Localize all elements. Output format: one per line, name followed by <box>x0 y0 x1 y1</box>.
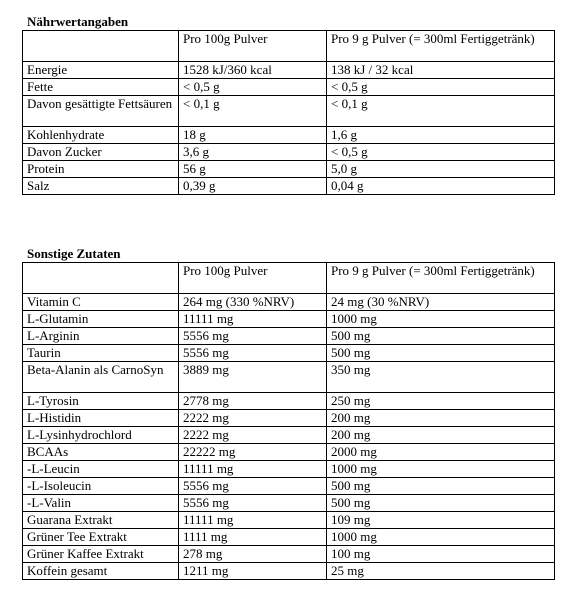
per-serving-cell: 500 mg <box>327 495 555 512</box>
label-cell: L-Glutamin <box>23 311 179 328</box>
table-row <box>23 178 555 195</box>
nutrition-table-body <box>23 31 555 195</box>
table-row <box>23 563 555 580</box>
table-row <box>23 512 555 529</box>
per-100g-cell: 3,6 g <box>179 144 327 161</box>
per-serving-cell: 1000 mg <box>327 529 555 546</box>
per-serving-cell: 200 mg <box>327 427 555 444</box>
label-cell: BCAAs <box>23 444 179 461</box>
label-cell: Koffein gesamt <box>23 563 179 580</box>
per-100g-cell: 2778 mg <box>179 393 327 410</box>
per-serving-cell: 100 mg <box>327 546 555 563</box>
table-row <box>23 328 555 345</box>
per-100g-cell: 5556 mg <box>179 495 327 512</box>
per-serving-cell: 25 mg <box>327 563 555 580</box>
per-100g-cell: 18 g <box>179 127 327 144</box>
per-100g-cell: 11111 mg <box>179 512 327 529</box>
table-row <box>23 427 555 444</box>
table-row <box>23 161 555 178</box>
table-row <box>23 444 555 461</box>
table-row <box>23 495 555 512</box>
per-100g-cell: < 0,1 g <box>179 96 327 127</box>
per-100g-cell: Pro 100g Pulver <box>179 263 327 294</box>
table-row <box>23 345 555 362</box>
per-serving-cell: Pro 9 g Pulver (= 300ml Fertiggetränk) <box>327 31 555 62</box>
label-cell: Davon gesättigte Fettsäuren <box>23 96 179 127</box>
per-100g-cell: 2222 mg <box>179 410 327 427</box>
per-100g-cell: 22222 mg <box>179 444 327 461</box>
per-serving-cell: 0,04 g <box>327 178 555 195</box>
per-serving-cell: 250 mg <box>327 393 555 410</box>
label-cell: L-Tyrosin <box>23 393 179 410</box>
ingredients-table <box>22 262 555 580</box>
label-cell: Grüner Tee Extrakt <box>23 529 179 546</box>
table-header-row <box>23 31 555 62</box>
table-row <box>23 461 555 478</box>
label-cell: L-Histidin <box>23 410 179 427</box>
table-header-row <box>23 263 555 294</box>
per-100g-cell: 1528 kJ/360 kcal <box>179 62 327 79</box>
table-row <box>23 79 555 96</box>
label-cell: Fette <box>23 79 179 96</box>
per-serving-cell: 109 mg <box>327 512 555 529</box>
per-serving-cell: < 0,1 g <box>327 96 555 127</box>
label-cell: Taurin <box>23 345 179 362</box>
per-serving-cell: 500 mg <box>327 328 555 345</box>
per-serving-cell: 1000 mg <box>327 461 555 478</box>
per-100g-cell: 5556 mg <box>179 345 327 362</box>
table-row <box>23 96 555 127</box>
per-serving-cell: 500 mg <box>327 345 555 362</box>
per-serving-cell: 138 kJ / 32 kcal <box>327 62 555 79</box>
nutrition-table <box>22 30 555 195</box>
label-cell: Energie <box>23 62 179 79</box>
per-100g-cell: 1211 mg <box>179 563 327 580</box>
table-row <box>23 294 555 311</box>
label-cell: Guarana Extrakt <box>23 512 179 529</box>
per-serving-cell: 1,6 g <box>327 127 555 144</box>
label-cell: Vitamin C <box>23 294 179 311</box>
per-100g-cell: Pro 100g Pulver <box>179 31 327 62</box>
table-row <box>23 127 555 144</box>
per-serving-cell: 24 mg (30 %NRV) <box>327 294 555 311</box>
per-100g-cell: 2222 mg <box>179 427 327 444</box>
label-cell: Beta-Alanin als CarnoSyn <box>23 362 179 393</box>
label-cell: Kohlenhydrate <box>23 127 179 144</box>
per-100g-cell: 5556 mg <box>179 478 327 495</box>
label-cell: -L-Isoleucin <box>23 478 179 495</box>
per-100g-cell: 56 g <box>179 161 327 178</box>
label-cell: Salz <box>23 178 179 195</box>
label-cell: L-Arginin <box>23 328 179 345</box>
per-100g-cell: 11111 mg <box>179 461 327 478</box>
per-serving-cell: < 0,5 g <box>327 79 555 96</box>
label-cell <box>23 31 179 62</box>
table-row <box>23 546 555 563</box>
per-100g-cell: 11111 mg <box>179 311 327 328</box>
per-100g-cell: 278 mg <box>179 546 327 563</box>
per-100g-cell: 5556 mg <box>179 328 327 345</box>
per-serving-cell: 500 mg <box>327 478 555 495</box>
per-100g-cell: 3889 mg <box>179 362 327 393</box>
label-cell: Grüner Kaffee Extrakt <box>23 546 179 563</box>
table-row <box>23 529 555 546</box>
per-100g-cell: 264 mg (330 %NRV) <box>179 294 327 311</box>
table-row <box>23 410 555 427</box>
per-serving-cell: 2000 mg <box>327 444 555 461</box>
table-row <box>23 311 555 328</box>
per-100g-cell: 0,39 g <box>179 178 327 195</box>
per-serving-cell: Pro 9 g Pulver (= 300ml Fertiggetränk) <box>327 263 555 294</box>
per-serving-cell: < 0,5 g <box>327 144 555 161</box>
ingredients-table-body <box>23 263 555 580</box>
ingredients-section-title: Sonstige Zutaten <box>27 246 121 261</box>
table-row <box>23 62 555 79</box>
per-serving-cell: 350 mg <box>327 362 555 393</box>
label-cell: Davon Zucker <box>23 144 179 161</box>
per-100g-cell: 1111 mg <box>179 529 327 546</box>
per-100g-cell: < 0,5 g <box>179 79 327 96</box>
per-serving-cell: 200 mg <box>327 410 555 427</box>
label-cell: -L-Leucin <box>23 461 179 478</box>
label-cell: L-Lysinhydrochlord <box>23 427 179 444</box>
label-cell <box>23 263 179 294</box>
table-row <box>23 362 555 393</box>
table-row <box>23 144 555 161</box>
table-row <box>23 393 555 410</box>
nutrition-section-title: Nährwertangaben <box>27 14 129 29</box>
per-serving-cell: 1000 mg <box>327 311 555 328</box>
label-cell: Protein <box>23 161 179 178</box>
per-serving-cell: 5,0 g <box>327 161 555 178</box>
label-cell: -L-Valin <box>23 495 179 512</box>
table-row <box>23 478 555 495</box>
